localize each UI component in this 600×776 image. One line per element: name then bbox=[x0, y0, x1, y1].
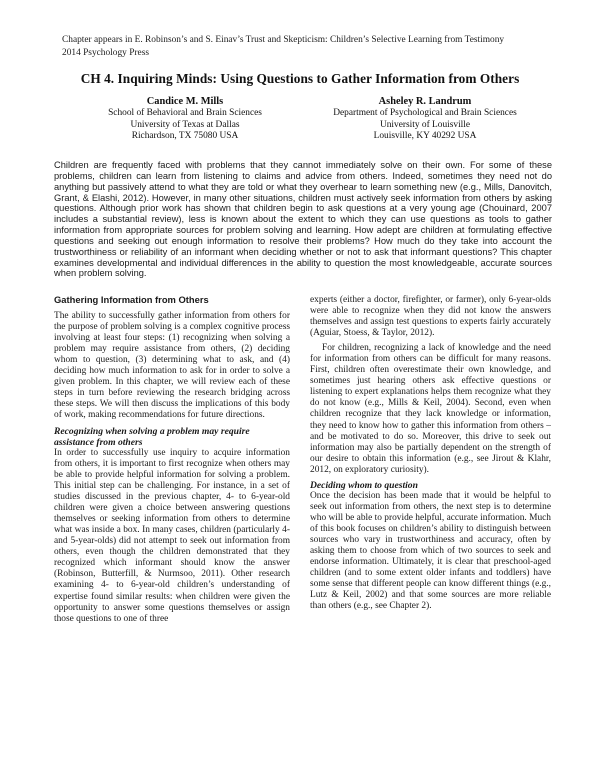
author-block-1 bbox=[70, 95, 300, 143]
left-column bbox=[54, 294, 290, 625]
author-department: School of Behavioral and Brain Sciences bbox=[108, 108, 262, 118]
body-paragraph: Once the decision has been made that it would be helpful to seek out information from others, the next step is to determine who will be able to provide helpful, accurate information. Much of this book focuses on children’s ability to distinguish between sources who vary in trustworthiness and accuracy, often by asking them to choose from which of two sources to seek and endorse information. Ultimately, it is clear that preschool-aged children (and to some extent older infants and toddlers) have some sense that different people can know different things (e.g., Lutz & Keil, 2002) and that some sources are more reliable than others (e.g., see Chapter 2). bbox=[310, 490, 551, 612]
author-location: Louisville, KY 40292 USA bbox=[373, 131, 477, 141]
author-institution: University of Louisville bbox=[379, 119, 471, 130]
body-paragraph: For children, recognizing a lack of knowledge and the need for information from others can be difficult for many reasons. First, children often overestimate their own knowledge, and sometimes just hearing others ask effective questions or listening to expert explanations helps them recognize what they do not know (e.g., Mills & Keil, 2004). Second, even when children recognize that they lack knowledge or information, they need to know how to gather this information from others – and be motivated to do so. Moreover, this drive to seek out information may also be partially dependent on the strength of our desire to obtain this information (e.g., see Jirout & Klahr, 2012, on exploratory curiosity). bbox=[310, 343, 551, 475]
abstract: Children are frequently faced with problems that they cannot immediately solve on their own. For some of these problems, children can learn from listening to claims and advice from others. Indeed, sometimes they need not do anything but passively attend to what they are told or what they overhear to learn something new (e.g., Mills, Danovitch, Grant, & Elashi, 2012). However, in many other situations, children must actively seek information from others by asking questions. Although prior work has shown that children begin to ask questions at a very young age (Chouinard, 2007 includes a substantial review), less is known about the extent to which they can use questions as tools to gather information from appropriate sources for problem solving and learning. How adept are children at formulating effective questions and seeking out enough information to resolve their problems? How much do they take into account the trustworthiness or reliability of an informant when deciding whether or not to ask that informant questions? This chapter examines developmental and individual differences in the ability to question the most knowledgeable, accurate sources when problem solving. bbox=[54, 160, 552, 279]
body-paragraph: experts (either a doctor, firefighter, or farmer), only 6-year-olds were able to recognize when they did not know the answers themselves and assign test questions to experts fairly accurately (Aguiar, Stoess, & Taylor, 2012). bbox=[310, 295, 551, 339]
author-name: Asheley R. Landrum bbox=[378, 96, 472, 107]
author-institution: University of Texas at Dallas bbox=[130, 119, 240, 130]
author-name: Candice M. Mills bbox=[146, 96, 224, 107]
subsection-heading: Recognizing when solving a problem may require assistance from others bbox=[54, 425, 250, 448]
section-heading: Gathering Information from Others bbox=[54, 294, 209, 305]
chapter-title: CH 4. Inquiring Minds: Using Questions to Gather Information from Others bbox=[80, 71, 520, 86]
author-location: Richardson, TX 75080 USA bbox=[131, 131, 239, 141]
body-paragraph: The ability to successfully gather information from others for the purpose of problem solving is a complex cognitive process involving at least four steps: (1) recognizing when solving a problem may require assistance from others, (2) deciding whom to question, (3) determining what to ask, and (4) deciding how much information to ask for in order to solve a given problem. In this chapter, we will review each of these steps in turn before reviewing the research bridging across these steps. We will then discuss the implications of this body of work, making recommendations for future directions. bbox=[54, 311, 290, 421]
right-column bbox=[310, 295, 551, 612]
publication-note bbox=[62, 34, 562, 59]
publication-note-line-2: 2014 Psychology Press bbox=[62, 47, 149, 58]
publication-note-line-1: Chapter appears in E. Robinson’s and S. Einav’s Trust and Skepticism: Children’s Selective Learning from Testimony bbox=[62, 35, 505, 45]
author-block-2 bbox=[300, 95, 550, 143]
author-department: Department of Psychological and Brain Sciences bbox=[333, 108, 517, 118]
body-paragraph: In order to successfully use inquiry to acquire information from others, it is important to first recognize when others may be able to provide helpful information for solving a problem. This initial step can be challenging. For instance, in a set of studies discussed in the previous chapter, 4- to 6-year-old children were given a choice between answering questions themselves or seeking information from others to determine what was inside a box. In many cases, children (particularly 4- and 5-year-olds) did not attempt to seek out information from others, even though the children demonstrated that they recognized which informant should know the answer (Robinson, Butterfill, & Nurmsoo, 2011). Other research examining 4- to 6-year-old children’s understanding of expertise found similar results: when children were given the opportunity to answer some questions themselves or assign those questions to one of three bbox=[54, 447, 290, 624]
subsection-heading: Deciding whom to question bbox=[310, 479, 418, 491]
